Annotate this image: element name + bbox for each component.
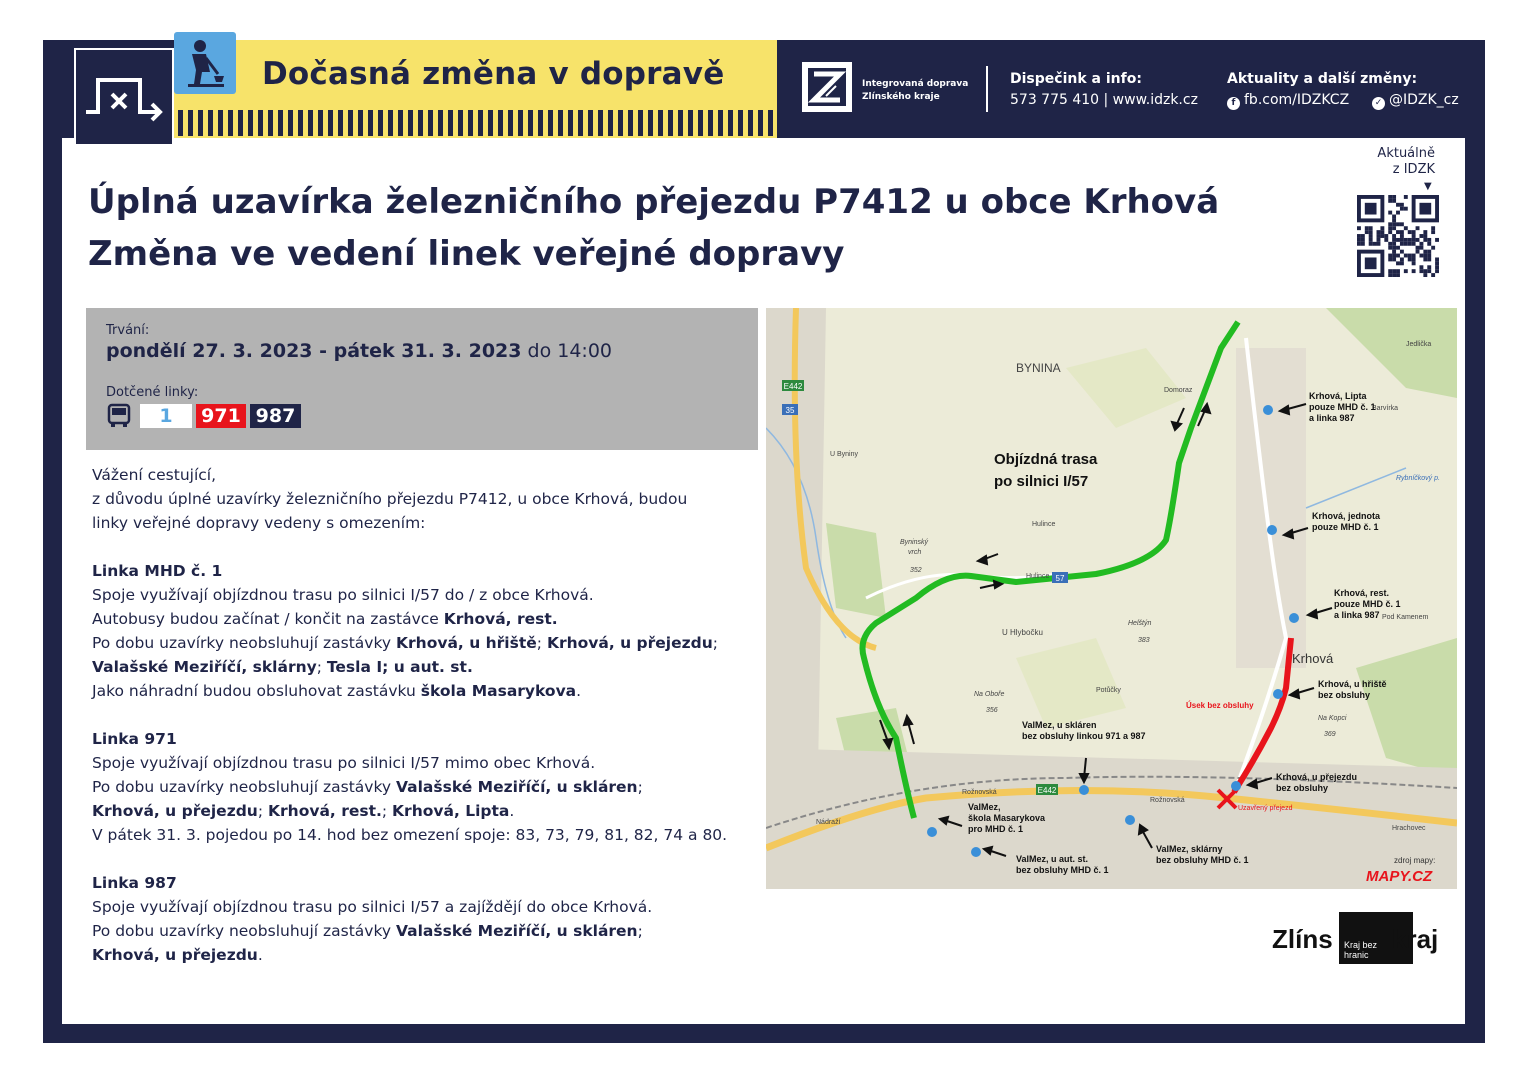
road-label: E442: [1037, 786, 1057, 795]
info-box: [86, 308, 758, 450]
bus-icon: [106, 403, 132, 429]
stop-label: a linka 987: [1309, 413, 1355, 423]
mapy-cz-logo: MAPY.CZ: [1366, 868, 1433, 885]
stop-label: Krhová, u hřiště: [1318, 679, 1387, 689]
bus-stop-icon: [1267, 525, 1277, 535]
intro-line: linky veřejné dopravy vedeny s omezením:: [92, 514, 426, 532]
bus-stop-icon: [1273, 689, 1283, 699]
line-1-text: Valašské Meziříčí, sklárny; Tesla I; u aut. st.: [92, 658, 473, 676]
stop-label: Krhová, u přejezdu: [1276, 772, 1358, 782]
road-label: 35: [785, 406, 795, 415]
place-label: vrch: [908, 549, 922, 556]
place-label: U Byniny: [830, 451, 859, 458]
stop-label: Krhová, rest.: [1334, 588, 1390, 598]
bus-stop-icon: [1079, 785, 1089, 795]
facebook-link[interactable]: f fb.com/IDZKCZ: [1227, 92, 1349, 110]
stop-label: pro MHD č. 1: [968, 824, 1024, 834]
line-987-text: Spoje využívají objízdnou trasu po silnici I/57 a zajíždějí do obce Krhová.: [92, 898, 653, 916]
detour-label: Objízdná trasa: [994, 451, 1098, 468]
stop-label: bez obsluhy linkou 971 a 987: [1022, 731, 1146, 741]
stop-label: škola Masarykova: [968, 813, 1046, 823]
bus-stop-icon: [927, 827, 937, 837]
stop-label: bez obsluhy: [1276, 783, 1329, 793]
greeting: Vážení cestující,: [92, 466, 217, 484]
line-987-heading: Linka 987: [92, 874, 177, 892]
place-label: Jedlička: [1406, 341, 1432, 348]
unserved-section-label: Úsek bez obsluhy: [1186, 701, 1254, 710]
line-badge-987: 987: [250, 404, 301, 428]
bus-stop-icon: [971, 847, 981, 857]
line-1-heading: Linka MHD č. 1: [92, 562, 223, 580]
place-label: 356: [986, 707, 998, 714]
line-1-text: Spoje využívají objízdnou trasu po silnici I/57 do / z obce Krhová.: [92, 586, 594, 604]
bus-stop-icon: [1231, 781, 1241, 791]
dispatch-contact[interactable]: 573 775 410 | www.idzk.cz: [1010, 92, 1198, 108]
svg-text:kraj: kraj: [1392, 924, 1439, 954]
line-badge-1: 1: [140, 404, 192, 428]
bus-stop-icon: [1263, 405, 1273, 415]
stop-label: pouze MHD č. 1: [1309, 402, 1376, 412]
bus-stop-icon: [1125, 815, 1135, 825]
duration-label: Trvání:: [106, 323, 150, 338]
updates-label: Aktuality a další změny:: [1227, 71, 1418, 87]
operator-name: Integrovaná doprava Zlínského kraje: [862, 79, 969, 102]
place-label: Helštýn: [1128, 620, 1152, 627]
page-subtitle: Změna ve vedení linek veřejné dopravy: [88, 234, 845, 274]
place-label: Krhová: [1292, 651, 1334, 666]
place-label: Na Oboře: [974, 691, 1005, 698]
place-label: Barvírka: [1372, 405, 1399, 412]
line-1-text: Jako náhradní budou obsluhovat zastávku škola Masarykova.: [92, 682, 582, 700]
stop-label: pouze MHD č. 1: [1334, 599, 1401, 609]
bus-stop-icon: [1289, 613, 1299, 623]
place-label: U Hlybočku: [1002, 628, 1043, 637]
line-971-text: Po dobu uzavírky neobsluhují zastávky Valašské Meziříčí, u skláren;: [92, 778, 643, 796]
page-title: Úplná uzavírka železničního přejezdu P7412 u obce Krhová: [88, 182, 1220, 222]
place-label: BYNINA: [1016, 361, 1061, 375]
stop-label: ValMez, sklárny: [1156, 844, 1223, 854]
line-971-text: Krhová, u přejezdu; Krhová, rest.; Krhová, Lipta.: [92, 802, 515, 820]
line-badge-971: 971: [196, 404, 246, 428]
line-987-text: Krhová, u přejezdu.: [92, 946, 263, 964]
line-987-text: Po dobu uzavírky neobsluhují zastávky Valašské Meziříčí, u skláren;: [92, 922, 643, 940]
detour-label: po silnici I/57: [994, 473, 1089, 490]
street-label: Rožnovská: [962, 789, 997, 796]
notice-body: [92, 463, 752, 967]
place-label: 383: [1138, 637, 1150, 644]
place-label: Na Kopci: [1318, 715, 1347, 722]
map-source-label: zdroj mapy:: [1394, 856, 1436, 865]
road-label: 57: [1055, 574, 1065, 583]
place-label: 369: [1324, 731, 1336, 738]
qr-code[interactable]: [1357, 195, 1439, 277]
stop-label: Krhová, Lipta: [1309, 391, 1367, 401]
stop-label: ValMez, u skláren: [1022, 720, 1097, 730]
idzk-logo-icon: [802, 62, 852, 112]
place-label: 352: [910, 567, 922, 574]
place-label: Domoraz: [1164, 387, 1193, 394]
place-label: Rybníčkový p.: [1396, 475, 1440, 482]
stop-label: Krhová, jednota: [1312, 511, 1381, 521]
urban-area: [766, 748, 1457, 889]
detour-map[interactable]: [766, 308, 1457, 889]
lines-label: Dotčené linky:: [106, 385, 199, 400]
banner-stripes: [178, 110, 773, 136]
road-label: E442: [783, 382, 803, 391]
stop-label: ValMez, u aut. st.: [1016, 854, 1089, 864]
svg-text:hranic: hranic: [1344, 950, 1369, 960]
stop-label: bez obsluhy MHD č. 1: [1016, 865, 1109, 875]
stop-label: bez obsluhy: [1318, 690, 1371, 700]
social-link[interactable]: ✓ @IDZK_cz: [1372, 92, 1459, 110]
place-label: Pod Kamenem: [1382, 614, 1429, 621]
roadwork-worker-icon: [174, 32, 236, 94]
line-1-text: Autobusy budou začínat / končit na zastávce Krhová, rest.: [92, 610, 558, 628]
street-label: Rožnovská: [1150, 797, 1185, 804]
check-badge-icon: ✓: [1372, 97, 1385, 110]
facebook-icon: f: [1227, 97, 1240, 110]
line-971-heading: Linka 971: [92, 730, 177, 748]
stop-label: ValMez,: [968, 802, 1001, 812]
svg-text:Zlíns: Zlíns: [1272, 924, 1333, 954]
closed-crossing-label: Uzavřený přejezd: [1238, 805, 1293, 812]
line-971-text: Spoje využívají objízdnou trasu po silnici I/57 mimo obec Krhová.: [92, 754, 596, 772]
banner-title: Dočasná změna v dopravě: [262, 56, 725, 92]
line-1-text: Po dobu uzavírky neobsluhují zastávky Krhová, u hřiště; Krhová, u přejezdu;: [92, 634, 719, 652]
arrow-down-icon: ▼: [1424, 181, 1432, 192]
street-label: Nádraží: [816, 819, 841, 826]
intro-line: z důvodu úplné uzavírky železničního přejezdu P7412, u obce Krhová, budou: [92, 490, 688, 508]
stop-label: pouze MHD č. 1: [1312, 522, 1379, 532]
zlinsky-kraj-logo: [1272, 912, 1458, 964]
detour-icon: [74, 48, 174, 146]
place-label: Potůčky: [1096, 687, 1121, 694]
stop-label: bez obsluhy MHD č. 1: [1156, 855, 1249, 865]
qr-caption: Aktuálně z IDZK: [1377, 146, 1435, 177]
duration-value: pondělí 27. 3. 2023 - pátek 31. 3. 2023 do 14:00: [106, 340, 613, 362]
stop-label: a linka 987: [1334, 610, 1380, 620]
dispatch-label: Dispečink a info:: [1010, 71, 1142, 87]
header-separator: [986, 66, 988, 112]
place-label: Byninský: [900, 539, 929, 546]
line-971-text: V pátek 31. 3. pojedou po 14. hod bez omezení spoje: 83, 73, 79, 81, 82, 74 a 80.: [92, 826, 728, 844]
place-label: Hulince: [1026, 573, 1050, 580]
place-label: Hrachovec: [1392, 825, 1426, 832]
svg-text:Kraj bez: Kraj bez: [1344, 940, 1378, 950]
place-label: Hulince: [1032, 521, 1056, 528]
